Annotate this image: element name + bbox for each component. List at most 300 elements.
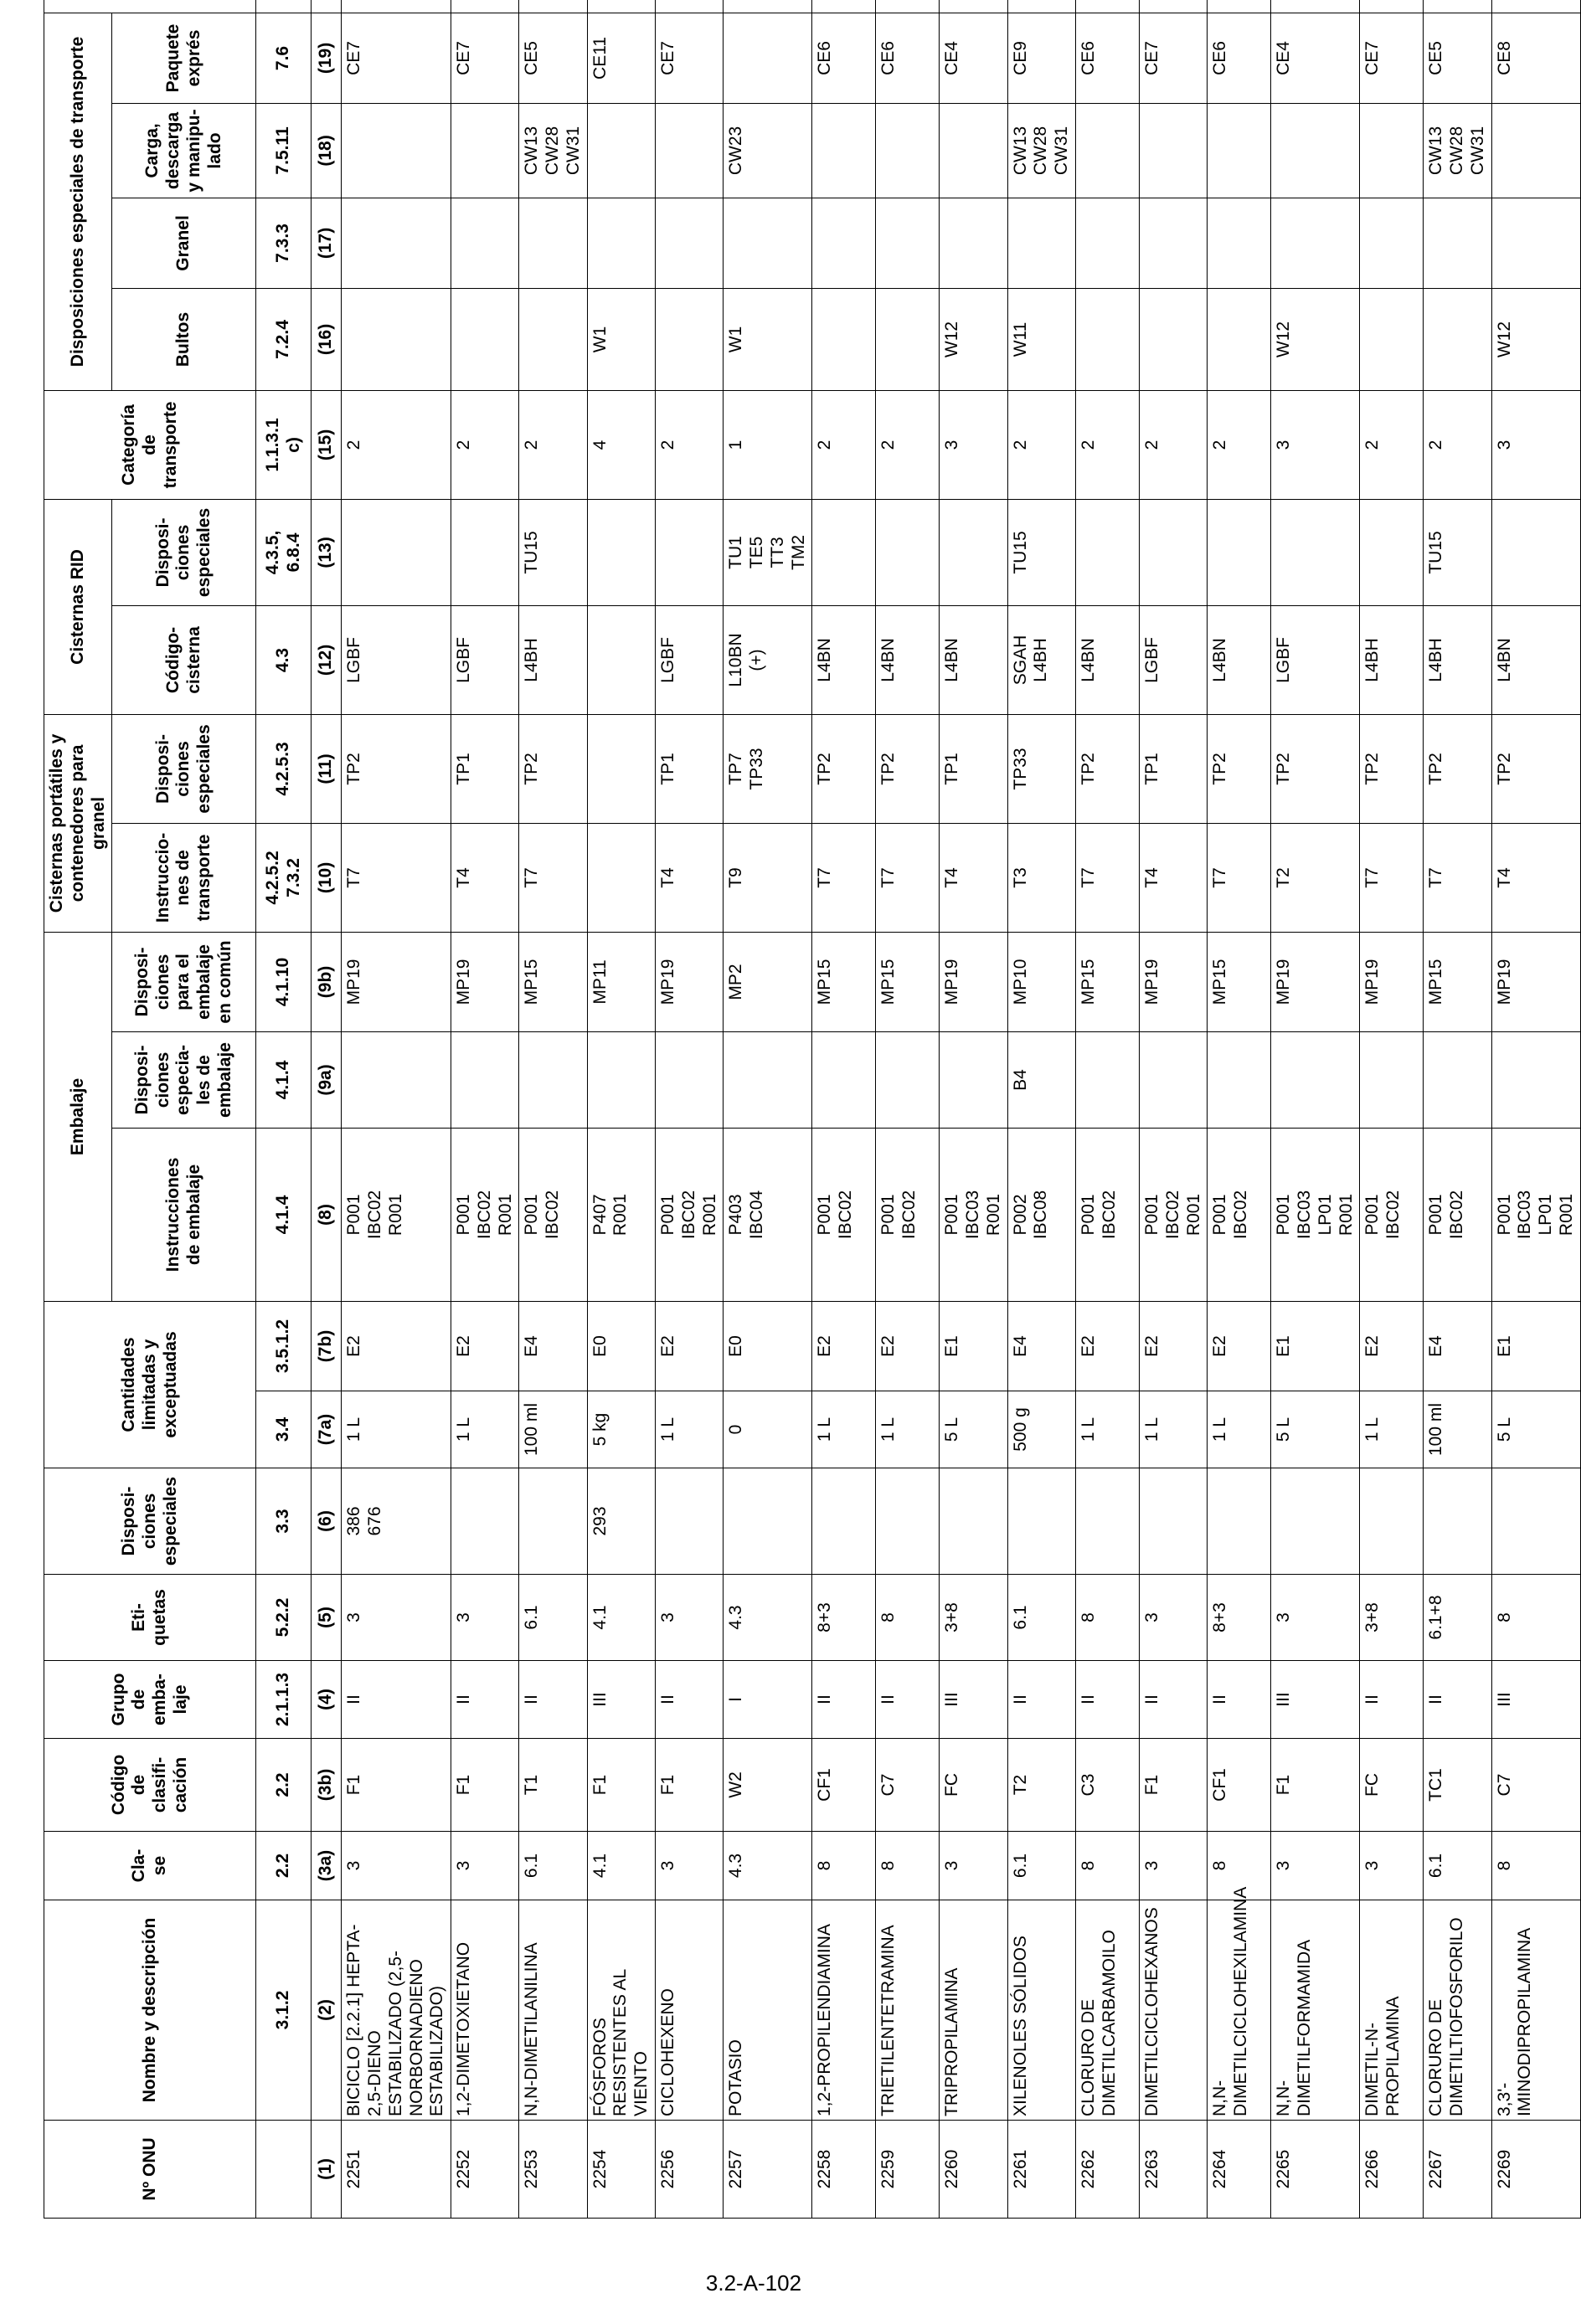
header-disp-rid: Disposi- ciones especiales [112, 499, 256, 605]
table-cell: 8 [1491, 1832, 1580, 1900]
table-cell: FC [940, 1739, 1007, 1832]
table-cell: 2.2 [256, 1739, 312, 1832]
table-cell: 100 ml [1424, 1391, 1491, 1468]
table-cell: 6.1 [519, 1832, 587, 1900]
table-cell: L4BN [940, 605, 1007, 714]
header-instr-transporte: Instruccio- nes de transporte [112, 823, 256, 932]
table-cell: MP19 [342, 932, 451, 1031]
table-cell [940, 103, 1007, 198]
table-cell: 2.2 [256, 1832, 312, 1900]
table-cell: L4BH [519, 605, 587, 714]
table-cell: BICICLO [2.2.1] HEPTA-2,5-DIENO ESTABILIZADO (2,5-NORBORNADIENO ESTABILIZADO) [342, 1900, 451, 2121]
table-cell: CE7 [342, 13, 451, 103]
table-cell [1360, 0, 1424, 13]
table-cell: 4.1.10 [256, 932, 312, 1031]
table-cell: 1 L [1139, 1391, 1207, 1468]
table-cell: TU15 [1007, 499, 1075, 605]
table-cell: 4.2.5.2 7.3.2 [256, 823, 312, 932]
table-cell [451, 0, 519, 13]
table-cell: 3.3 [256, 1468, 312, 1575]
table-cell: CE6 [1075, 13, 1139, 103]
table-cell: 2257 [724, 2121, 812, 2219]
table-cell: TP2 [342, 714, 451, 823]
table-cell: C3 [1075, 1739, 1139, 1832]
table-cell: 3 [1491, 390, 1580, 499]
table-cell: (7b) [312, 1301, 342, 1391]
table-cell: W2 [724, 1739, 812, 1832]
header-disp-portatiles: Disposi- ciones especiales [112, 714, 256, 823]
reference-row [256, 0, 312, 2219]
table-cell: 3 [940, 1832, 1007, 1900]
table-row [1271, 0, 1360, 2219]
table-cell: 4.3 [724, 1575, 812, 1661]
table-cell [656, 0, 724, 13]
table-cell: 5.2.2 [256, 1575, 312, 1661]
table-cell: III [1271, 1661, 1360, 1739]
table-cell [519, 1468, 587, 1575]
table-cell [587, 1031, 655, 1128]
table-cell: CICLOHEXENO [656, 1900, 724, 2121]
table-cell: LGBF [1271, 605, 1360, 714]
table-cell: 4.2.5.3 [256, 714, 312, 823]
table-cell [876, 1468, 940, 1575]
table-cell [812, 0, 876, 13]
header-cisternas-portatiles: Cisternas portátiles y contenedores para granel [44, 714, 112, 932]
table-cell: 1 L [342, 1391, 451, 1468]
table-cell: MP15 [1424, 932, 1491, 1031]
table-cell [1007, 1468, 1075, 1575]
table-cell: P001 IBC02 R001 [451, 1128, 519, 1301]
table-cell [1271, 1031, 1360, 1128]
table-cell: CE4 [940, 13, 1007, 103]
table-cell: DIMETILCICLOHEXANOS [1139, 1900, 1207, 2121]
table-cell: F1 [451, 1739, 519, 1832]
table-cell: P001 IBC02 R001 [656, 1128, 724, 1301]
table-cell: TP2 [1491, 714, 1580, 823]
table-cell: 2269 [1491, 2121, 1580, 2219]
table-row [1491, 0, 1580, 2219]
table-cell: 2 [876, 390, 940, 499]
table-cell: TRIETILENTETRAMINA [876, 1900, 940, 2121]
table-cell: CE6 [1208, 13, 1271, 103]
table-cell: CW13 CW28 CW31 [1007, 103, 1075, 198]
table-cell: L4BN [1075, 605, 1139, 714]
table-cell: N,N-DIMETILANILINA [519, 1900, 587, 2121]
table-cell: E2 [1075, 1301, 1139, 1391]
header-embalaje: Embalaje [44, 932, 112, 1301]
table-cell: 1 L [1075, 1391, 1139, 1468]
table-cell [1075, 1468, 1139, 1575]
table-cell: 1 L [1360, 1391, 1424, 1468]
table-cell: 3 [940, 390, 1007, 499]
table-cell: CE7 [451, 13, 519, 103]
table-cell [812, 499, 876, 605]
table-cell: L4BH [1424, 605, 1491, 714]
table-cell: DIMETIL-N-PROPILAMINA [1360, 1900, 1424, 2121]
table-cell: P001 IBC03 R001 [940, 1128, 1007, 1301]
table-cell: E2 [1208, 1301, 1271, 1391]
table-cell: 4 [587, 390, 655, 499]
table-row [451, 0, 519, 2219]
table-cell: 8+3 [1208, 1575, 1271, 1661]
table-row [342, 0, 451, 2219]
table-cell: 1.1.3.1 c) [256, 390, 312, 499]
table-cell: MP15 [1075, 932, 1139, 1031]
table-cell: CE6 [812, 13, 876, 103]
table-cell: 2 [1360, 390, 1424, 499]
table-cell: 7.3.3 [256, 198, 312, 288]
table-row [1139, 0, 1207, 2219]
table-cell: T4 [451, 823, 519, 932]
table-cell: 4.1 [587, 1575, 655, 1661]
table-cell: III [587, 1661, 655, 1739]
table-cell: 100 ml [519, 1391, 587, 1468]
table-cell: TU15 [519, 499, 587, 605]
table-cell: 1 L [656, 1391, 724, 1468]
table-cell: 3.5.1.2 [256, 1301, 312, 1391]
table-cell: 3.4 [256, 1391, 312, 1468]
table-cell: XILENOLES SÓLIDOS [1007, 1900, 1075, 2121]
table-cell [940, 0, 1007, 13]
table-cell: MP19 [1360, 932, 1424, 1031]
table-cell: 8 [1491, 1575, 1580, 1661]
table-cell: TRIPROPILAMINA [940, 1900, 1007, 2121]
table-cell [656, 499, 724, 605]
table-cell [1139, 103, 1207, 198]
table-cell: T4 [1139, 823, 1207, 932]
table-cell: 3,3'-IMINODIPROPILAMINA [1491, 1900, 1580, 2121]
table-cell: 4.1 [587, 1832, 655, 1900]
table-cell: LGBF [656, 605, 724, 714]
header-cantidades: Cantidades limitadas y exceptuadas [44, 1301, 256, 1468]
table-cell: 6.1 [1424, 1832, 1491, 1900]
table-cell: TP2 [1075, 714, 1139, 823]
table-cell: C7 [1491, 1739, 1580, 1832]
table-cell [1139, 1031, 1207, 1128]
table-cell: 293 [587, 1468, 655, 1575]
table-cell: 3 [342, 1575, 451, 1661]
table-cell: CW13 CW28 CW31 [519, 103, 587, 198]
table-cell [256, 2121, 312, 2219]
table-cell [1075, 499, 1139, 605]
table-cell: 8 [1075, 1575, 1139, 1661]
table-cell: P407 R001 [587, 1128, 655, 1301]
header-disp-comun: Disposi- ciones para el embalaje en común [112, 932, 256, 1031]
table-cell: T7 [1208, 823, 1271, 932]
table-cell: P403 IBC04 [724, 1128, 812, 1301]
table-cell: (8) [312, 1128, 342, 1301]
table-cell: 8 [1208, 1832, 1271, 1900]
table-cell [1075, 198, 1139, 288]
table-cell: SGAH L4BH [1007, 605, 1075, 714]
table-cell [587, 198, 655, 288]
table-cell: II [1424, 1661, 1491, 1739]
table-cell: T7 [342, 823, 451, 932]
table-cell: 2 [656, 390, 724, 499]
table-cell [451, 103, 519, 198]
table-cell: (15) [312, 390, 342, 499]
table-cell: 2251 [342, 2121, 451, 2219]
table-cell: E2 [656, 1301, 724, 1391]
table-cell [876, 198, 940, 288]
table-cell [940, 198, 1007, 288]
table-cell: E2 [812, 1301, 876, 1391]
column-number-row [312, 0, 342, 2219]
table-cell: T1 [519, 1739, 587, 1832]
table-cell [451, 1031, 519, 1128]
table-cell: T4 [656, 823, 724, 932]
table-cell: CF1 [1208, 1739, 1271, 1832]
table-cell: 2 [812, 390, 876, 499]
table-cell: CE4 [1271, 13, 1360, 103]
table-cell [812, 103, 876, 198]
table-cell: II [519, 1661, 587, 1739]
table-cell: F1 [342, 1739, 451, 1832]
table-cell: 2 [519, 390, 587, 499]
table-cell: 8 [876, 1832, 940, 1900]
table-cell: L4BN [876, 605, 940, 714]
table-cell [1424, 288, 1491, 390]
table-cell [1360, 1031, 1424, 1128]
table-cell: (17) [312, 198, 342, 288]
table-cell [1208, 1468, 1271, 1575]
table-cell: 3 [1271, 1575, 1360, 1661]
table-cell [587, 714, 655, 823]
table-cell [256, 0, 312, 13]
table-cell: (1) [312, 2121, 342, 2219]
table-cell: F1 [656, 1739, 724, 1832]
table-cell [1491, 1468, 1580, 1575]
table-cell: TP7 TP33 [724, 714, 812, 823]
table-row [587, 0, 655, 2219]
table-cell: 3 [656, 1832, 724, 1900]
table-cell [1007, 198, 1075, 288]
table-cell: 2261 [1007, 2121, 1075, 2219]
table-cell [940, 1031, 1007, 1128]
table-cell: 2267 [1424, 2121, 1491, 2219]
table-cell [656, 1468, 724, 1575]
table-cell: P001 IBC03 LP01 R001 [1491, 1128, 1580, 1301]
table-cell: C7 [876, 1739, 940, 1832]
table-cell: E4 [1007, 1301, 1075, 1391]
table-cell: E1 [1491, 1301, 1580, 1391]
table-row [1424, 0, 1491, 2219]
table-cell: 4.1.4 [256, 1031, 312, 1128]
table-cell [451, 288, 519, 390]
table-cell: P001 IBC02 [1360, 1128, 1424, 1301]
table-cell: I [724, 1661, 812, 1739]
table-cell [1075, 103, 1139, 198]
table-cell: TP2 [812, 714, 876, 823]
header-codigo: Código de clasifi- cación [44, 1739, 256, 1832]
table-cell: T4 [1491, 823, 1580, 932]
table-cell: 2263 [1139, 2121, 1207, 2219]
table-cell: T7 [812, 823, 876, 932]
table-cell [1360, 288, 1424, 390]
table-cell: MP19 [1491, 932, 1580, 1031]
table-cell: LGBF [342, 605, 451, 714]
table-cell: MP15 [876, 932, 940, 1031]
table-cell: II [1360, 1661, 1424, 1739]
table-cell: II [812, 1661, 876, 1739]
table-cell: F1 [587, 1739, 655, 1832]
table-cell: TU15 [1424, 499, 1491, 605]
table-cell: III [940, 1661, 1007, 1739]
table-cell: CE8 [1491, 13, 1580, 103]
table-cell: (16) [312, 288, 342, 390]
table-cell [1139, 198, 1207, 288]
table-cell: (6) [312, 1468, 342, 1575]
table-cell: TP1 [451, 714, 519, 823]
table-cell [342, 0, 451, 13]
table-cell: (18) [312, 103, 342, 198]
table-cell [342, 198, 451, 288]
table-cell [1007, 0, 1075, 13]
table-cell: 3 [1139, 1575, 1207, 1661]
table-row [1360, 0, 1424, 2219]
table-cell: 386 676 [342, 1468, 451, 1575]
table-cell: 2 [1007, 390, 1075, 499]
table-cell: T2 [1271, 823, 1360, 932]
page-footer: 3.2-A-102 [705, 2270, 802, 2296]
table-cell: MP11 [587, 932, 655, 1031]
table-row [940, 0, 1007, 2219]
table-cell: B4 [1007, 1031, 1075, 1128]
table-cell [812, 198, 876, 288]
table-cell: 2 [451, 390, 519, 499]
header-carga: Carga, descarga y manipu- lado [112, 103, 256, 198]
table-cell: 2256 [656, 2121, 724, 2219]
table-cell: P001 IBC02 [812, 1128, 876, 1301]
table-cell: 4.1.4 [256, 1128, 312, 1301]
table-cell: II [451, 1661, 519, 1739]
table-cell [1424, 1031, 1491, 1128]
table-cell: TU1 TE5 TT3 TM2 [724, 499, 812, 605]
table-cell: CE9 [1007, 13, 1075, 103]
table-cell [1139, 1468, 1207, 1575]
table-cell: 4.3.5, 6.8.4 [256, 499, 312, 605]
table-cell: 3+8 [1360, 1575, 1424, 1661]
table-cell: TP33 [1007, 714, 1075, 823]
table-cell: (19) [312, 13, 342, 103]
table-cell: 3 [1271, 390, 1360, 499]
table-cell: 6.1+8 [1424, 1575, 1491, 1661]
header-nombre: Nombre y descripción [44, 1900, 256, 2121]
table-cell [1360, 499, 1424, 605]
table-cell: L4BH [1360, 605, 1424, 714]
table-cell: 7.5.11 [256, 103, 312, 198]
table-cell: T3 [1007, 823, 1075, 932]
table-cell [724, 1468, 812, 1575]
table-cell: W12 [1271, 288, 1360, 390]
table-cell [656, 198, 724, 288]
table-cell [1491, 103, 1580, 198]
table-cell: N,N-DIMETILFORMAMIDA [1271, 1900, 1360, 2121]
table-cell [724, 198, 812, 288]
table-cell: P001 IBC02 [1208, 1128, 1271, 1301]
header-disp-transporte: Disposiciones especiales de transporte [44, 13, 112, 390]
table-cell [587, 823, 655, 932]
table-cell [656, 1031, 724, 1128]
table-cell: MP15 [1208, 932, 1271, 1031]
table-cell [1360, 1468, 1424, 1575]
table-row [876, 0, 940, 2219]
table-cell [724, 1031, 812, 1128]
table-cell [876, 103, 940, 198]
table-cell: (10) [312, 823, 342, 932]
table-cell: CE5 [1424, 13, 1491, 103]
table-cell: 4.3 [256, 605, 312, 714]
table-cell [1075, 288, 1139, 390]
table-cell [1491, 499, 1580, 605]
header-cod-cisterna: Código- cisterna [112, 605, 256, 714]
table-cell: (9a) [312, 1031, 342, 1128]
header-categoria: Categoría de transporte [44, 390, 256, 499]
table-cell: (9b) [312, 932, 342, 1031]
table-cell: 4.3 [724, 1832, 812, 1900]
table-cell: 8 [876, 1575, 940, 1661]
table-cell [1424, 0, 1491, 13]
table-row [1007, 0, 1075, 2219]
table-cell: CE7 [1360, 13, 1424, 103]
table-cell [1491, 1031, 1580, 1128]
header-granel: Granel [112, 198, 256, 288]
table-cell: CE7 [1139, 13, 1207, 103]
table-cell [342, 499, 451, 605]
table-cell [812, 288, 876, 390]
table-cell [656, 103, 724, 198]
table-cell [1075, 1031, 1139, 1128]
table-cell: 3 [656, 1575, 724, 1661]
table-cell: 2252 [451, 2121, 519, 2219]
table-cell: 2253 [519, 2121, 587, 2219]
table-cell: E2 [342, 1301, 451, 1391]
table-cell [940, 499, 1007, 605]
header-instr-embalaje: Instrucciones de embalaje [112, 1128, 256, 1301]
table-cell [519, 198, 587, 288]
table-cell: T4 [940, 823, 1007, 932]
table-cell: L10BN (+) [724, 605, 812, 714]
table-cell: MP10 [1007, 932, 1075, 1031]
table-cell: 500 g [1007, 1391, 1075, 1468]
table-cell: 8 [1075, 1832, 1139, 1900]
header-onu: Nº ONU [44, 2121, 256, 2219]
table-cell: TP1 [1139, 714, 1207, 823]
table-cell [876, 499, 940, 605]
table-cell [451, 198, 519, 288]
header-disp-embalaje: Disposi- ciones especia- les de embalaje [112, 1031, 256, 1128]
table-cell [1208, 499, 1271, 605]
table-cell: P001 IBC02 [519, 1128, 587, 1301]
table-cell: 2 [1424, 390, 1491, 499]
table-cell: 3.1.2 [256, 1900, 312, 2121]
table-cell: II [656, 1661, 724, 1739]
table-cell: 6.1 [519, 1575, 587, 1661]
table-cell [587, 0, 655, 13]
header-grupo: Grupo de emba- laje [44, 1661, 256, 1739]
table-cell [1424, 1468, 1491, 1575]
header-numero-peligro [44, 0, 256, 13]
table-cell [587, 103, 655, 198]
table-cell: P001 IBC02 R001 [342, 1128, 451, 1301]
table-cell: 1 L [876, 1391, 940, 1468]
dangerous-goods-table [44, 0, 1581, 2219]
table-cell: P001 IBC02 [1075, 1128, 1139, 1301]
table-cell: MP15 [519, 932, 587, 1031]
table-cell: TP2 [1424, 714, 1491, 823]
table-cell: W11 [1007, 288, 1075, 390]
table-cell: 3+8 [940, 1575, 1007, 1661]
